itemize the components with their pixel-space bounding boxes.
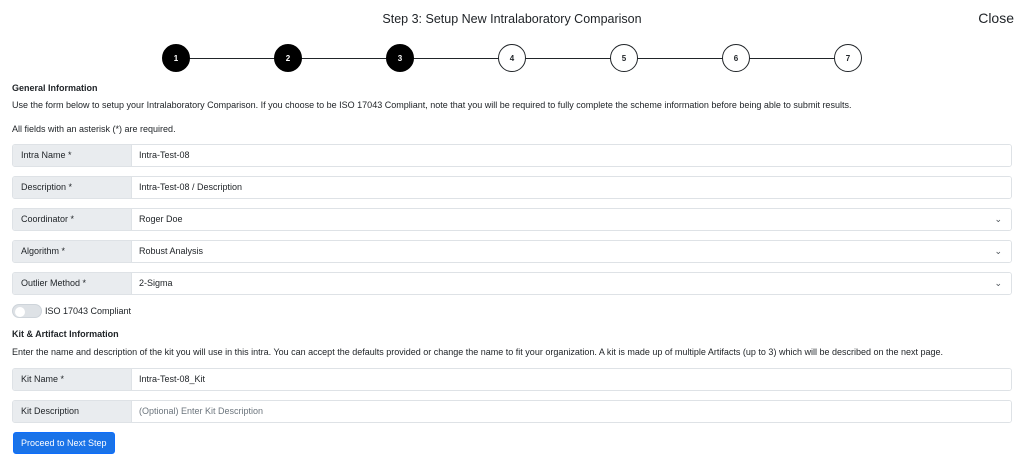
description-input[interactable]: [132, 177, 1011, 198]
outlier-method-select[interactable]: [132, 273, 1011, 294]
step-6[interactable]: 6: [722, 44, 750, 72]
chevron-down-icon: ⌄: [994, 214, 1002, 224]
iso-toggle-group: [12, 304, 131, 318]
step-1[interactable]: 1: [162, 44, 190, 72]
outlier-method-value: 2-Sigma: [139, 278, 173, 288]
close-button[interactable]: Close: [978, 10, 1014, 26]
intra-name-row: [12, 144, 1012, 167]
outlier-method-row: [12, 272, 1012, 295]
kit-name-row: [12, 368, 1012, 391]
kit-name-input[interactable]: [132, 369, 1011, 390]
kit-info-heading: Kit & Artifact Information: [12, 329, 119, 339]
stepper: [162, 44, 862, 72]
coordinator-row: [12, 208, 1012, 231]
algorithm-row: [12, 240, 1012, 263]
intra-name-input[interactable]: [132, 145, 1011, 166]
kit-description-label: Kit Description: [13, 401, 132, 422]
intra-name-label: Intra Name *: [13, 145, 132, 166]
toggle-knob: [15, 307, 25, 317]
coordinator-value: Roger Doe: [139, 214, 183, 224]
algorithm-select[interactable]: [132, 241, 1011, 262]
coordinator-select[interactable]: [132, 209, 1011, 230]
algorithm-value: Robust Analysis: [139, 246, 204, 256]
general-info-intro: Use the form below to setup your Intralaboratory Comparison. If you choose to be ISO 17043 Compliant, note that you will be required to fully complete the scheme information before being able to submit results.: [12, 100, 852, 110]
chevron-down-icon: ⌄: [994, 278, 1002, 288]
step-2[interactable]: 2: [274, 44, 302, 72]
kit-info-intro: Enter the name and description of the kit you will use in this intra. You can accept the defaults provided or change the name to fit your organization. A kit is made up of multiple Artifacts (up to 3) which will be described on the next page.: [12, 347, 944, 357]
iso-toggle-label[interactable]: ISO 17043 Compliant: [45, 306, 132, 316]
proceed-button[interactable]: Proceed to Next Step: [13, 432, 115, 454]
coordinator-label: Coordinator *: [13, 209, 132, 230]
required-note: All fields with an asterisk (*) are required.: [12, 124, 176, 134]
iso-toggle-switch[interactable]: [12, 304, 42, 318]
general-info-heading: General Information: [12, 83, 98, 93]
step-5[interactable]: 5: [610, 44, 638, 72]
algorithm-label: Algorithm *: [13, 241, 132, 262]
description-label: Description *: [13, 177, 132, 198]
description-row: [12, 176, 1012, 199]
step-4[interactable]: 4: [498, 44, 526, 72]
outlier-method-label: Outlier Method *: [13, 273, 132, 294]
step-7[interactable]: 7: [834, 44, 862, 72]
modal-title: Step 3: Setup New Intralaboratory Comparison: [382, 12, 642, 26]
step-3[interactable]: 3: [386, 44, 414, 72]
kit-name-label: Kit Name *: [13, 369, 132, 390]
chevron-down-icon: ⌄: [994, 246, 1002, 256]
kit-description-row: [12, 400, 1012, 423]
kit-description-input[interactable]: [132, 401, 1011, 422]
